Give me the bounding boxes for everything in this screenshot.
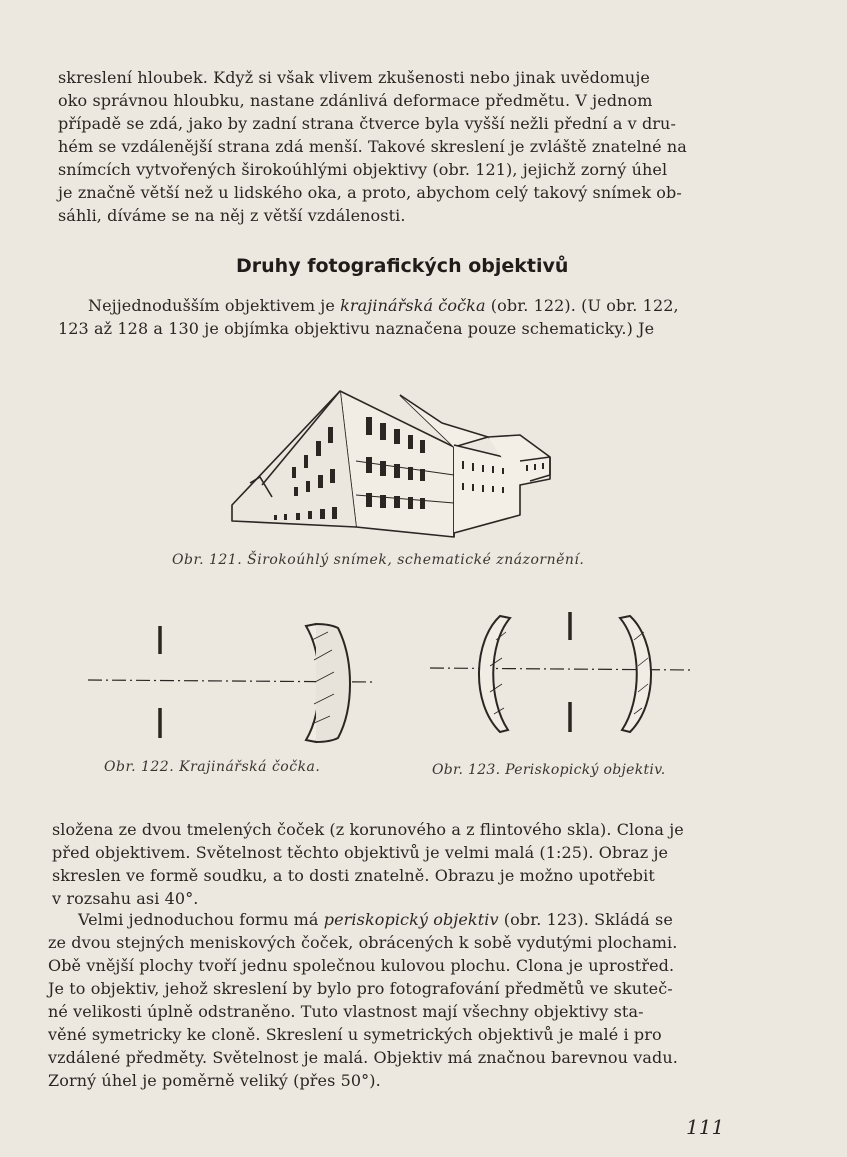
page-number: 111 <box>686 1115 725 1139</box>
text-line: Obě vnější plochy tvoří jednu společnou kulovou plochu. Clona je uprostřed. <box>48 956 675 975</box>
text-line: věné symetricky ke cloně. Skreslení u symetrických objektivů je malé i pro <box>48 1025 662 1044</box>
text-line: případě se zdá, jako by zadní strana čtverce byla vyšší nežli přední a v dru- <box>58 114 676 133</box>
text-line: skreslení hloubek. Když si však vlivem zkušenosti nebo jinak uvědomuje <box>58 68 650 87</box>
caption-label: Obr. 123. <box>432 762 501 778</box>
text-line: Je to objektiv, jehož skreslení by bylo pro fotografování předmětů ve skuteč- <box>48 979 673 998</box>
text-line: před objektivem. Světelnost těchto objektivů je velmi malá (1:25). Obraz je <box>52 843 669 862</box>
italic-term: krajinářská čočka <box>340 296 486 315</box>
text-line <box>58 294 726 317</box>
caption-figure-122 <box>104 759 320 775</box>
caption-figure-123 <box>432 762 666 778</box>
paragraph-landscape-lens-intro <box>58 294 726 340</box>
text-line: složena ze dvou tmelených čoček (z korunového a z flintového skla). Clona je <box>52 820 684 839</box>
section-heading: Druhy fotografických objektivů <box>236 255 569 277</box>
text-line: hém se vzdálenější strana zdá menší. Takové skreslení je zvláště znatelné na <box>58 137 687 156</box>
text-line: vzdálené předměty. Světelnost je malá. Objektiv má značnou barevnou vadu. <box>48 1048 678 1067</box>
text-line: je značně větší než u lidského oka, a proto, abychom celý takový snímek ob- <box>58 183 682 202</box>
paragraph-periscopic-lens <box>48 908 726 1092</box>
caption-figure-121 <box>172 552 584 568</box>
text-line <box>48 908 726 931</box>
figure-123-periscopic-lens <box>430 610 695 745</box>
text-line: oko správnou hloubku, nastane zdánlivá deformace předmětu. V jednom <box>58 91 653 110</box>
text-line: v rozsahu asi 40°. <box>52 889 199 908</box>
paragraph-landscape-lens-description <box>52 818 726 910</box>
caption-label: Obr. 122. <box>104 759 175 775</box>
paragraph-distortion <box>58 66 730 227</box>
text-line: ze dvou stejných meniskových čoček, obrácených k sobě vydutými plochami. <box>48 933 678 952</box>
text-run: Nejjednodušším objektivem je <box>88 296 341 315</box>
text-line: sáhli, díváme se na něj z větší vzdálenosti. <box>58 206 406 225</box>
text-line: snímcích vytvořených širokoúhlými objektivy (obr. 121), jejichž zorný úhel <box>58 160 668 179</box>
text-line: skreslen ve formě soudku, a to dosti znatelně. Obrazu je možno upotřebit <box>52 866 655 885</box>
caption-text: Krajinářská čočka. <box>179 759 321 775</box>
italic-term: periskopický objektiv <box>323 910 499 929</box>
text-line: 123 až 128 a 130 je objímka objektivu naznačena pouze schematicky.) Je <box>58 319 655 338</box>
text-run: (obr. 123). Skládá se <box>498 910 673 929</box>
text-run: Velmi jednoduchou formu má <box>78 910 324 929</box>
text-line: né velikosti úplně odstraněno. Tuto vlastnost mají všechny objektivy sta- <box>48 1002 644 1021</box>
caption-text: Širokoúhlý snímek, schematické znázornění. <box>247 552 585 568</box>
caption-label: Obr. 121. <box>172 552 243 568</box>
figure-121-wide-angle-building <box>220 365 560 545</box>
text-line: Zorný úhel je poměrně veliký (přes 50°). <box>48 1071 381 1090</box>
figure-122-landscape-lens <box>88 620 378 750</box>
text-run: (obr. 122). (U obr. 122, <box>485 296 679 315</box>
caption-text: Periskopický objektiv. <box>505 762 666 778</box>
